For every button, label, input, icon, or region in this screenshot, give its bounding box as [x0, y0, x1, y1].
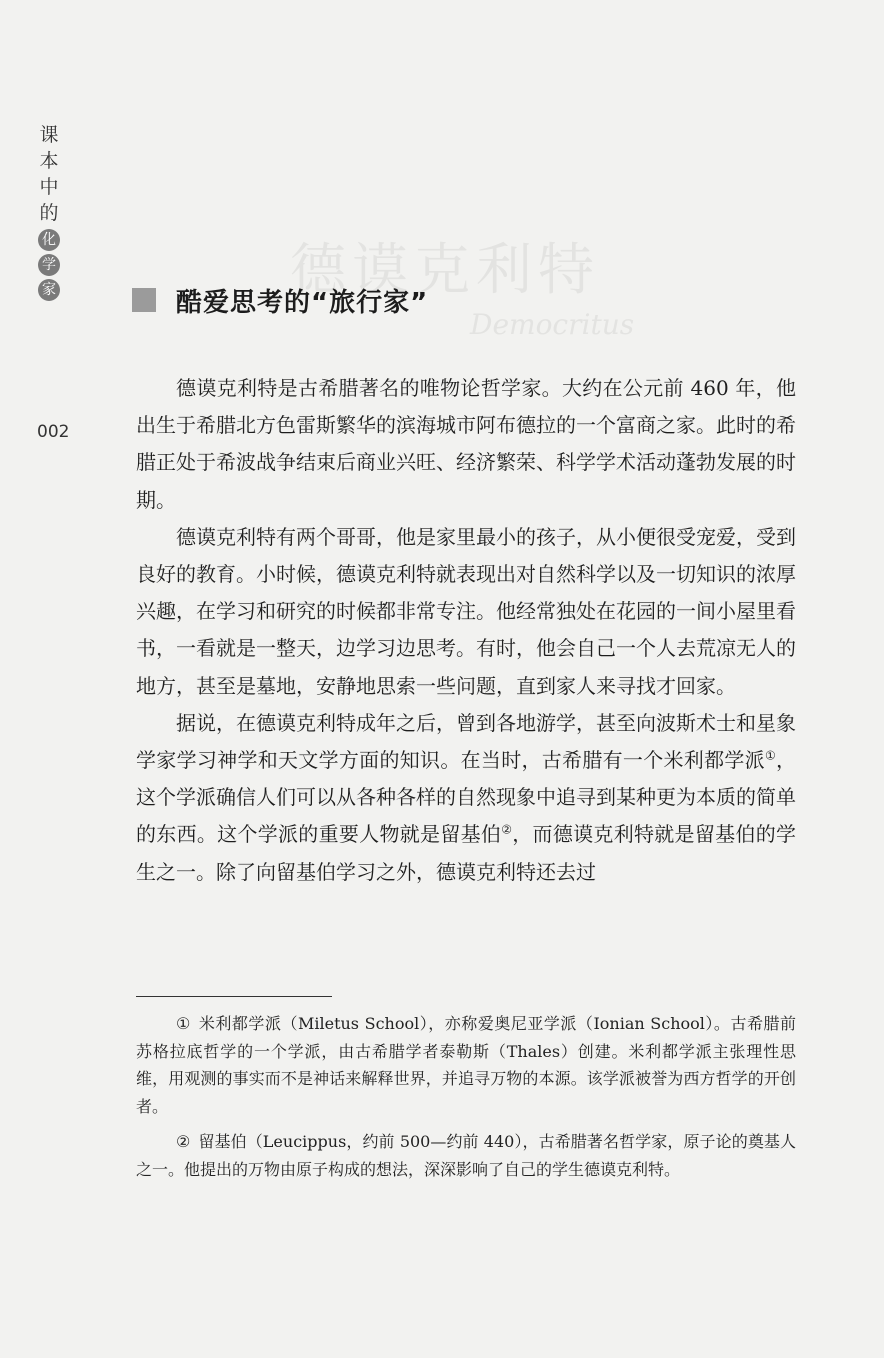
watermark-title: 德谟克利特	[290, 238, 600, 303]
footnote-text: 米利都学派（Miletus School），亦称爱奥尼亚学派（Ionian School）。古希腊前苏格拉底哲学的一个学派，由古希腊学者泰勒斯（Thales）创建。米利都学派主张理性思维，用观测的事实而不是神话来解释世界，并追寻万物的本源。该学派被誉为西方哲学的开创者。	[136, 1014, 796, 1116]
side-label-char: 本	[39, 150, 59, 172]
side-label-circle-char: 化	[38, 229, 60, 251]
paragraph	[136, 519, 796, 705]
footnote-ref[interactable]: ①	[764, 748, 776, 763]
side-label	[38, 122, 60, 304]
side-label-char: 中	[39, 176, 59, 198]
footnotes	[136, 1010, 796, 1192]
paragraph-text: 德谟克利特是古希腊著名的唯物论哲学家。大约在公元前 460 年，他出生于希腊北方色雷斯繁华的滨海城市阿布德拉的一个富商之家。此时的希腊正处于希波战争结束后商业兴旺、经济繁荣、科学学术活动蓬勃发展的时期。	[136, 376, 796, 512]
paragraph-text: 据说，在德谟克利特成年之后，曾到各地游学，甚至向波斯术士和星象学家学习神学和天文学方面的知识。在当时，古希腊有一个米利都学派	[136, 710, 796, 773]
heading-square-icon	[132, 288, 156, 312]
watermark-subtitle: Democritus	[470, 308, 635, 341]
side-label-char: 的	[39, 202, 59, 224]
footnote-divider	[136, 996, 332, 997]
paragraph	[136, 705, 796, 891]
side-label-circle-char: 家	[38, 279, 60, 301]
paragraph-text: ，而德谟克利特就是留基伯的学生之一。除了向留基伯学习之外，德谟克利特还去过	[136, 822, 797, 884]
footnote-mark: ②	[176, 1132, 191, 1152]
paragraph-text: 德谟克利特有两个哥哥，他是家里最小的孩子，从小便很受宠爱，受到良好的教育。小时候，德谟克利特就表现出对自然科学以及一切知识的浓厚兴趣，在学习和研究的时候都非常专注。他经常独处在花园的一间小屋里看书，一看就是一整天，边学习边思考。有时，他会自己一个人去荒凉无人的地方，甚至是墓地，安静地思索一些问题，直到家人来寻找才回家。	[136, 524, 796, 698]
heading-text: 酷爱思考的“旅行家”	[176, 287, 429, 318]
body-text	[136, 370, 796, 891]
side-label-char: 课	[39, 124, 59, 146]
footnote-mark: ①	[176, 1014, 191, 1033]
page-number: 002	[37, 422, 70, 442]
footnote	[136, 1128, 796, 1183]
section-heading	[132, 283, 428, 317]
footnote-text: 留基伯（Leucippus，约前 500—约前 440），古希腊著名哲学家，原子论的奠基人之一。他提出的万物由原子构成的想法，深深影响了自己的学生德谟克利特。	[136, 1132, 796, 1179]
footnote-ref[interactable]: ②	[501, 822, 513, 837]
paragraph-text: ，这个学派确信人们可以从各种各样的自然现象中追寻到某种更为本质的简单的东西。这个学派的重要人物就是留基伯	[136, 748, 796, 847]
paragraph	[136, 370, 796, 519]
side-label-circle-char: 学	[38, 254, 60, 276]
footnote	[136, 1010, 796, 1120]
